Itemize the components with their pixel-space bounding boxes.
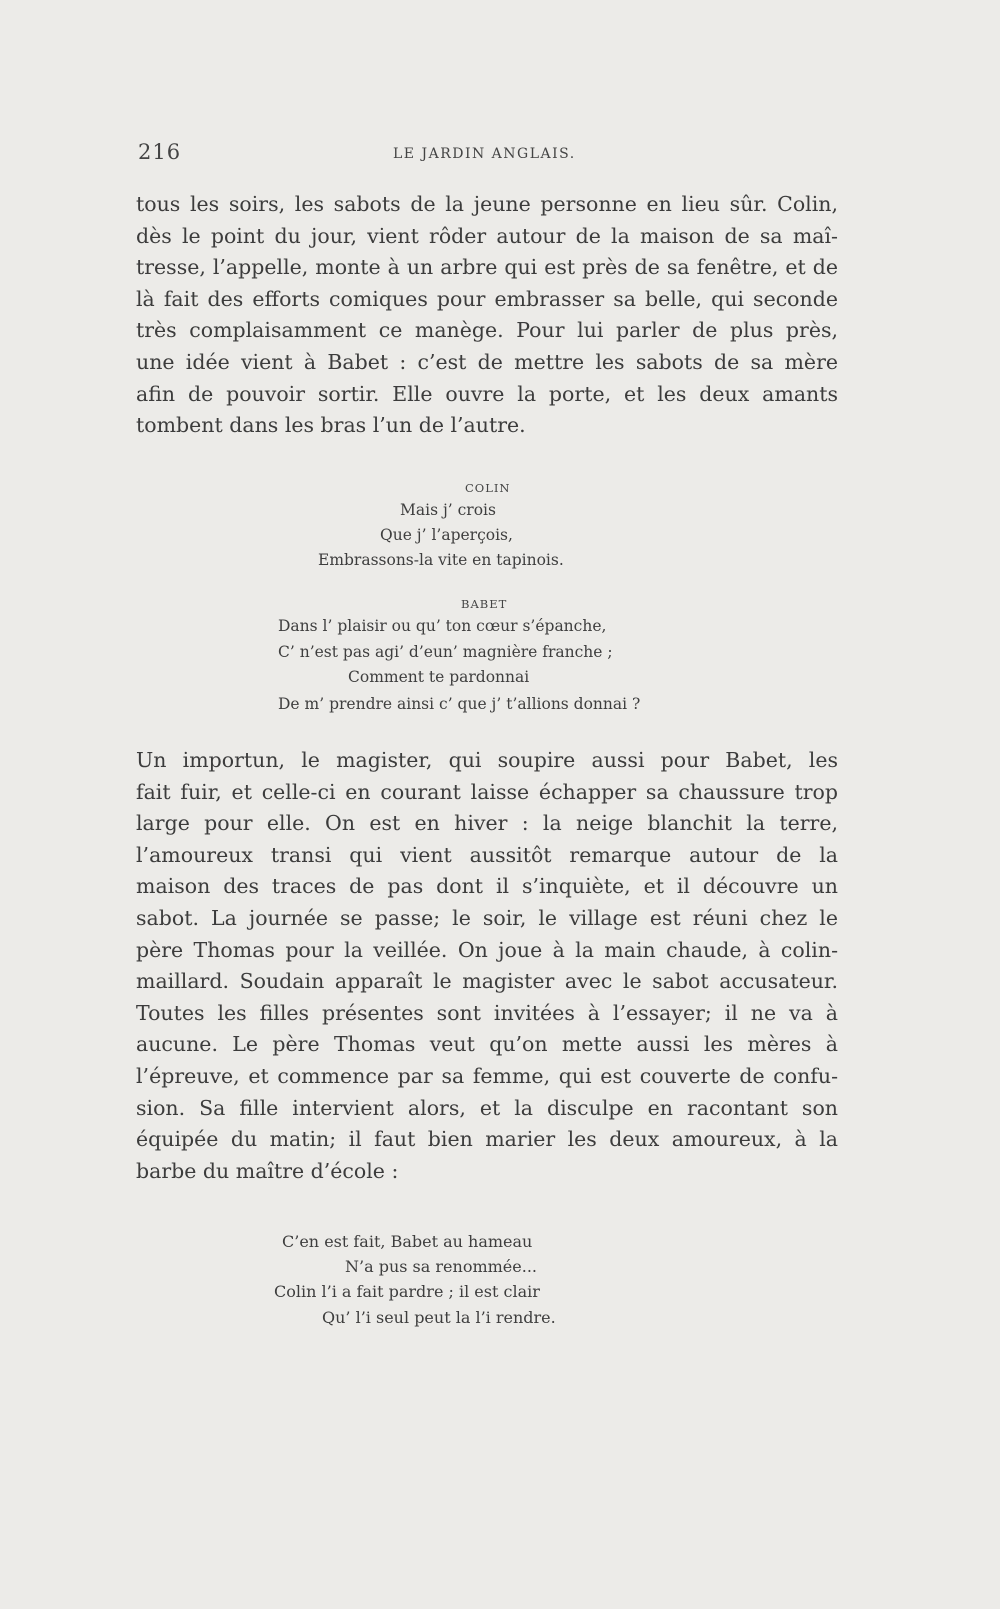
running-title: LE JARDIN ANGLAIS. <box>393 146 576 162</box>
text-line: tous les soirs, les sabots de la jeune personne en lieu sûr. Colin, <box>136 192 838 216</box>
text-line: très complaisamment ce manège. Pour lui parler de plus près, <box>136 318 838 343</box>
text-line: maison des traces de pas dont il s’inquiète, et il découvre un <box>136 874 838 899</box>
running-head <box>138 140 838 170</box>
text-line: père Thomas pour la veillée. On joue à la main chaude, à colin- <box>136 937 838 962</box>
verse-line: De m’ prendre ainsi c’ que j’ t’allions donnai ? <box>278 695 641 713</box>
verse-line: N’a pus sa renommée... <box>345 1257 537 1276</box>
page-number: 216 <box>138 140 182 164</box>
paragraph-1 <box>136 189 838 442</box>
text-line: équipée du matin; il faut bien marier les deux amoureux, à la <box>136 1127 838 1152</box>
text-line: là fait des efforts comiques pour embrasser sa belle, qui seconde <box>136 286 838 311</box>
paragraph-2 <box>136 745 838 1187</box>
speaker-babet: BABET <box>461 597 508 611</box>
text-line: afin de pouvoir sortir. Elle ouvre la porte, et les deux amants <box>136 381 838 406</box>
text-line: sabot. La journée se passe; le soir, le village est réuni chez le <box>136 905 838 930</box>
text-line: Toutes les filles présentes sont invitées à l’essayer; il ne va à <box>136 1000 838 1025</box>
verse-line: C’en est fait, Babet au hameau <box>282 1232 533 1251</box>
text-line: large pour elle. On est en hiver : la neige blanchit la terre, <box>136 811 838 836</box>
verse-line: Embrassons-la vite en tapinois. <box>318 551 564 569</box>
verse-line: C’ n’est pas agi’ d’eun’ magnière franche ; <box>278 643 613 661</box>
text-line: sion. Sa fille intervient alors, et la disculpe en racontant son <box>136 1095 838 1120</box>
text-line: l’amoureux transi qui vient aussitôt remarque autour de la <box>136 842 838 867</box>
verse-line: Mais j’ crois <box>400 501 496 519</box>
text-line: fait fuir, et celle-ci en courant laisse échapper sa chaussure trop <box>136 779 838 804</box>
verse-line: Colin l’i a fait pardre ; il est clair <box>274 1282 540 1301</box>
text-line: une idée vient à Babet : c’est de mettre les sabots de sa mère <box>136 349 838 374</box>
text-line: tresse, l’appelle, monte à un arbre qui est près de sa fenêtre, et de <box>136 255 838 280</box>
text-line: l’épreuve, et commence par sa femme, qui est couverte de confu- <box>136 1063 838 1088</box>
text-line: aucune. Le père Thomas veut qu’on mette aussi les mères à <box>136 1032 838 1057</box>
text-line: barbe du maître d’école : <box>136 1158 399 1183</box>
text-line: tombent dans les bras l’un de l’autre. <box>136 413 526 438</box>
verse-line: Que j’ l’aperçois, <box>380 526 513 544</box>
text-line: maillard. Soudain apparaît le magister avec le sabot accusateur. <box>136 969 838 994</box>
verse-line: Dans l’ plaisir ou qu’ ton cœur s’épanche, <box>278 617 607 635</box>
text-line: Un importun, le magister, qui soupire aussi pour Babet, les <box>136 748 838 772</box>
text-line: dès le point du jour, vient rôder autour de la maison de sa maî- <box>136 223 838 248</box>
verse-line: Comment te pardonnai <box>348 668 530 686</box>
speaker-colin: COLIN <box>465 481 511 495</box>
verse-line: Qu’ l’i seul peut la l’i rendre. <box>322 1308 556 1327</box>
